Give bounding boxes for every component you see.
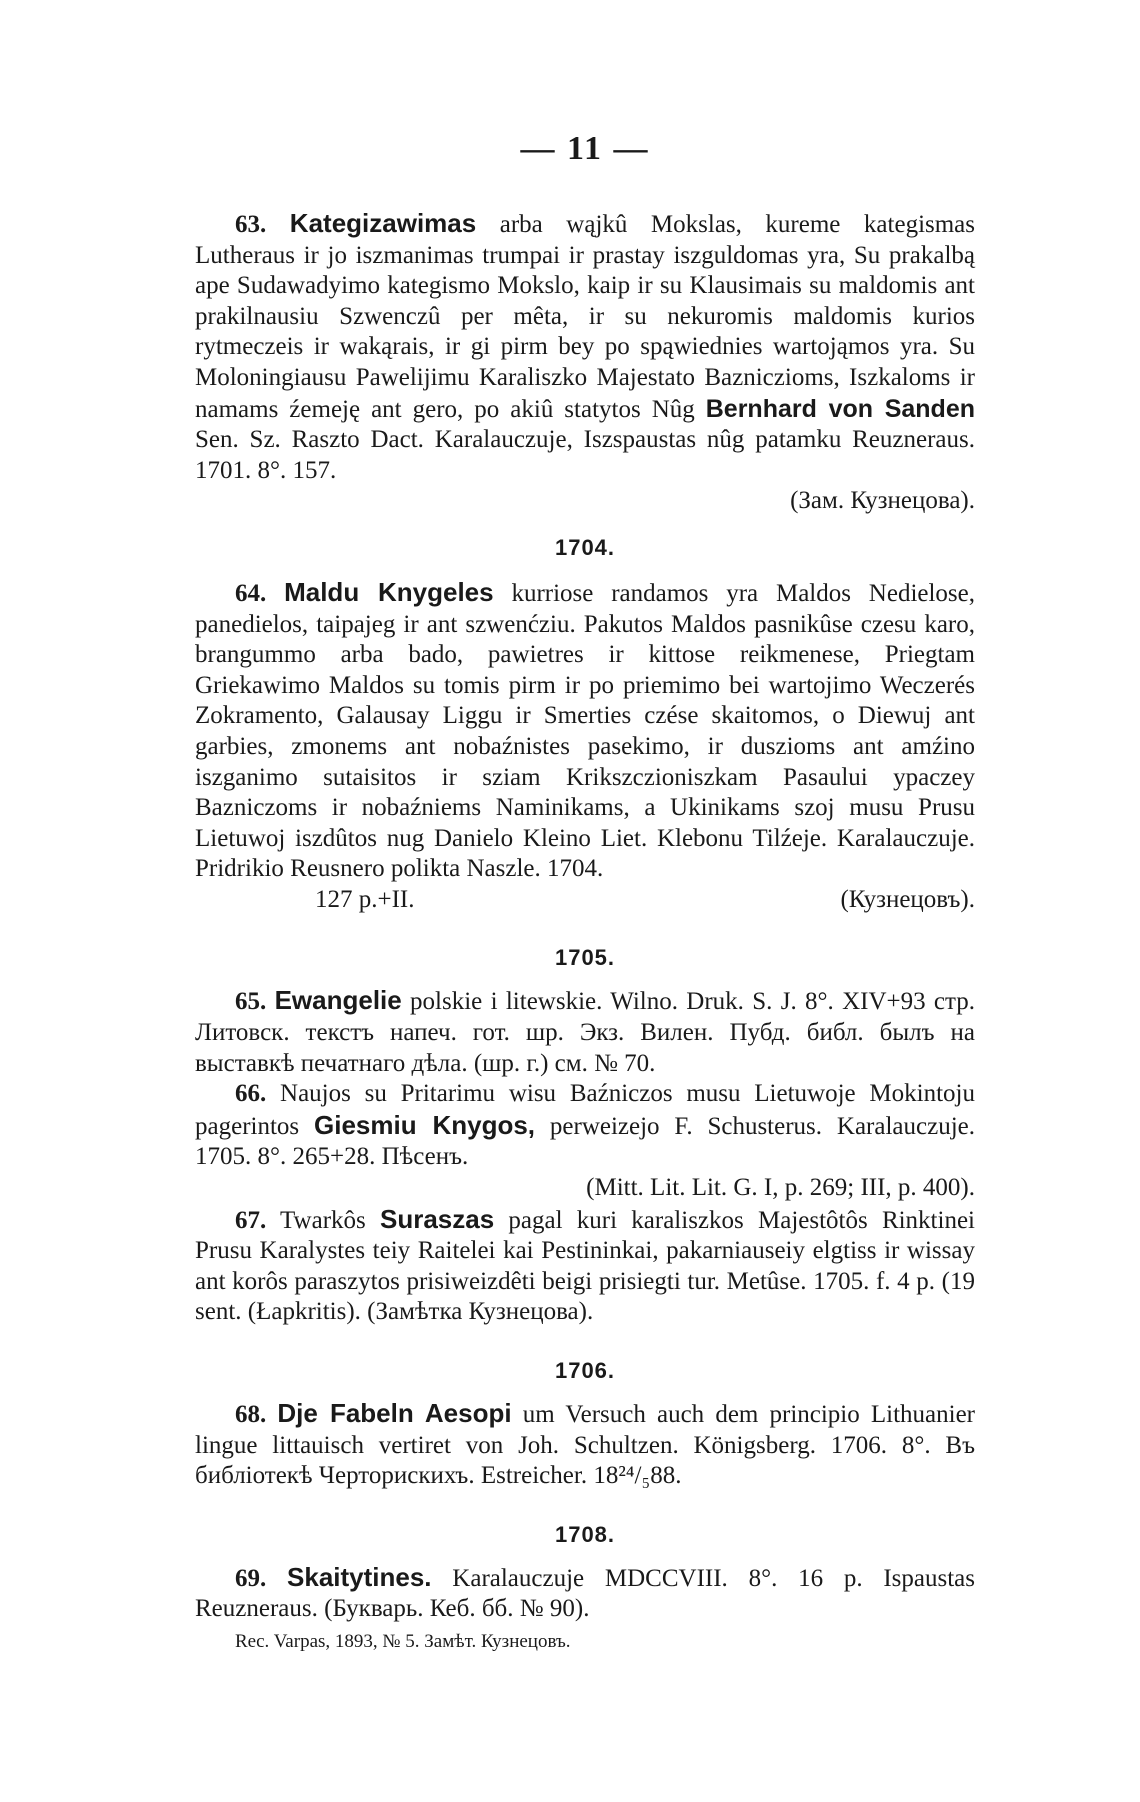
entry-source: (Зам. Кузнецова).: [790, 487, 975, 515]
entry-number: 63.: [235, 211, 267, 238]
entry-source-line: [195, 885, 975, 916]
entry-number: 68.: [235, 1401, 267, 1428]
year-heading-1708: 1708.: [554, 1521, 616, 1547]
year-heading-1705: 1705.: [554, 945, 616, 971]
entry-body: perweizejo F. Schusterus. Karalauczuje. 1705. 8°. 265+28. Пѣсенъ.: [195, 1112, 976, 1171]
entry-body: um Versuch auch dem principio Lithuanier lingue littauisch vertiret von Joh. Schultzen. Königsberg. 1706. 8°. Въ библіотекѣ Черторискихъ. Estreicher. 18²⁴/₅88.: [195, 1401, 976, 1490]
entry-title: Kategizawimas: [289, 208, 477, 238]
entry-number: 67.: [235, 1206, 267, 1234]
entry-number: 65.: [235, 988, 267, 1016]
entry-body: arba wąjkû Mokslas, kureme kategismas Lutheraus ir jo iszmanimas trumpai ir prastay iszguldomas yra, Su prakalbą ape Sudawadyimo kategismo Mokslo, kaip ir su Klausimais su maldomis ant prakilnausiu Szwenczû per mêta, ir su nekuromis maldomis kurios rytmeczeis ir wakąrais, ir gi pirm bey po spąwiednies wartojąmos yra. Su Moloningiausu Pawelijimu Karaliszko Majestato Bazniczioms, Iszkaloms ir namams źemeję ant gero, po akiû statytos Nûg: [195, 211, 976, 423]
entry-note: Rec. Varpas, 1893, № 5. Замѣт. Кузнецовъ.: [235, 1630, 571, 1652]
year-heading-1704: 1704.: [554, 534, 616, 560]
text-column: [195, 130, 975, 1655]
entry-number: 66.: [235, 1080, 267, 1108]
entry-body: polskie i litewskie. Wilno. Druk. S. J. 8°. XIV+93 стр. Литовск. текстъ напеч. гот. шр. Экз. Вилен. Пубд. библ. былъ на выставкѣ печатнаго дѣла. (шр. г.) см. № 70.: [195, 988, 976, 1077]
entry-source: (Кузнецовъ).: [840, 885, 975, 913]
entry-title: Skaitytines.: [287, 1561, 432, 1592]
page-number: — 11 —: [520, 130, 650, 167]
entry-pre: Twarkôs: [266, 1206, 380, 1234]
entry-title: Dje Fabeln Aesopi: [277, 1398, 512, 1428]
entry-64: [195, 577, 975, 885]
entry-title: Ewangelie: [274, 985, 402, 1016]
entry-pages: 127 p.+II.: [315, 885, 415, 913]
entry-tail: Sen. Sz. Raszto Dact. Karalauczuje, Iszspaustas nûg patamku Reuzneraus. 1701. 8°. 157.: [195, 426, 975, 484]
entry-69: [195, 1562, 975, 1625]
entry-author: Bernhard von Sanden: [705, 394, 976, 423]
entry-65: [195, 985, 975, 1079]
entry-title: Maldu Knygeles: [284, 576, 494, 607]
entry-body: Karalauczuje MDCCVIII. 8°. 16 p. Ispaustas Reuzneraus. (Букварь. Кеб. бб. № 90).: [195, 1564, 975, 1623]
entry-body: pagal kuri karaliszkos Majestôtôs Rinktinei Prusu Karalystes teiy Raitelei kai Pestininkai, pakarniauseiy elgtiss ir wissay ant korôs paraszytos prisiweizdêti beigi prisiegti tur. Metûse. 1705. f. 4 p. (19 sent. (Łapkritis). (Замѣтка Кузнецова).: [195, 1206, 975, 1326]
entry-66: [195, 1079, 975, 1173]
entry-body: kurriose randamos yra Maldos Nedielose, panedielos, taipajeg ir ant szwenćziu. Pakutos Maldos pasnikûse czesu karo, brangummo arba bado, pawietres ir kittose reikmenese, Priegtam Griekawimo Maldos su tomis pirm ir po priemimo bei wartojimo Weczerés Zokramento, Galausay Liggu ir Smerties czése skaitomos, o Diewuj ant garbies, zmonems ant nobaźnistes pasekimo, ir duszioms ant amźino iszganimo sutaisitos ir sziam Krikszczioniszkam Pasaului ypaczey Bazniczoms ir nobaźniems Naminikams, a Ukinikams szoj musu Prusu Lietuwoj iszdûtos nug Danielo Kleino Liet. Klebonu Tilźeje. Karalauczuje. Pridrikio Reusnero polikta Naszle. 1704.: [195, 579, 976, 883]
entry-title: Suraszas: [380, 1203, 495, 1234]
year-heading-1706: 1706.: [554, 1358, 616, 1383]
entry-number: 64.: [235, 579, 267, 607]
entry-title: Giesmiu Knygos,: [314, 1109, 536, 1140]
entry-source: (Mitt. Lit. Lit. G. I, p. 269; III, p. 400).: [586, 1174, 975, 1202]
entry-67: [195, 1204, 975, 1328]
entry-68: [195, 1398, 975, 1492]
entry-number: 69.: [235, 1564, 267, 1592]
entry-pre: Naujos su Pritarimu wisu Baźniczos musu Lietuwoje Mokintoju pagerintos: [195, 1080, 975, 1140]
entry-63: [195, 208, 975, 486]
